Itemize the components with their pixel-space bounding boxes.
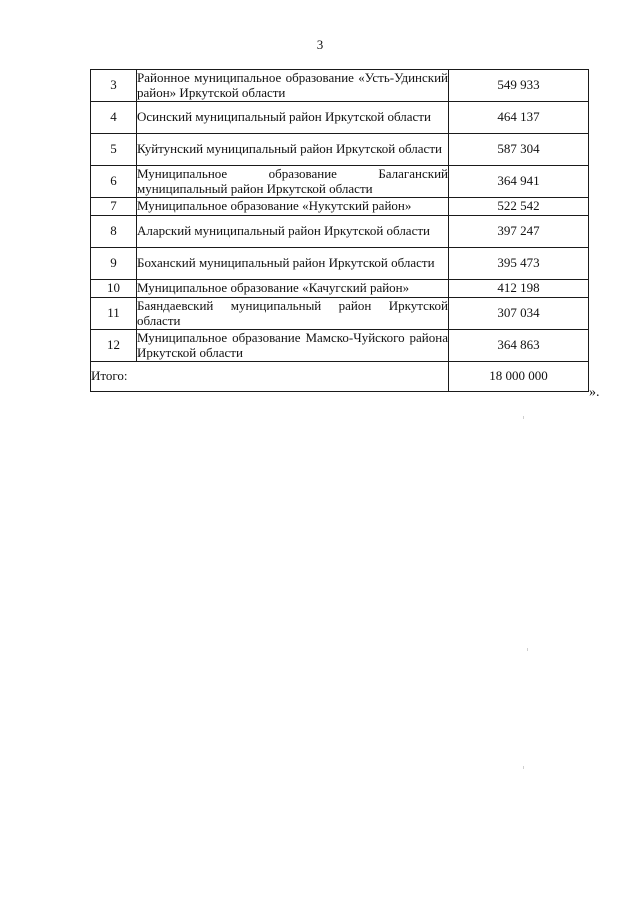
scan-speck (527, 648, 528, 651)
row-number: 4 (91, 102, 137, 134)
row-number: 9 (91, 248, 137, 280)
table-row (91, 280, 589, 298)
row-number: 7 (91, 198, 137, 216)
municipality-name: Муниципальное образование Балаганский муниципальный район Иркутской области (137, 166, 448, 196)
row-number: 8 (91, 216, 137, 248)
table-row (91, 166, 589, 198)
amount-value: 549 933 (449, 70, 589, 102)
total-label: Итого: (91, 362, 449, 392)
amount-value: 397 247 (449, 216, 589, 248)
scan-speck (523, 416, 524, 419)
closing-quote: ». (589, 385, 600, 400)
table-row (91, 198, 589, 216)
table-row (91, 216, 589, 248)
amount-value: 522 542 (449, 198, 589, 216)
municipality-name: Боханский муниципальный район Иркутской области (137, 248, 449, 280)
amount-value: 412 198 (449, 280, 589, 298)
table-row (91, 102, 589, 134)
allocation-table (90, 69, 589, 392)
amount-value: 364 941 (449, 166, 589, 198)
amount-value: 364 863 (449, 330, 589, 362)
table-row (91, 248, 589, 280)
row-number: 12 (91, 330, 137, 362)
row-number: 3 (91, 70, 137, 102)
municipality-name: Районное муниципальное образование «Усть-Удинский район» Иркутской области (137, 70, 448, 100)
municipality-name: Муниципальное образование Мамско-Чуйского района Иркутской области (137, 330, 448, 360)
row-number: 6 (91, 166, 137, 198)
scan-speck (523, 766, 524, 769)
row-number: 10 (91, 280, 137, 298)
municipality-name: Куйтунский муниципальный район Иркутской области (137, 134, 449, 166)
municipality-name: Осинский муниципальный район Иркутской области (137, 102, 449, 134)
municipality-name: Баяндаевский муниципальный район Иркутской области (137, 298, 448, 328)
municipality-name: Аларский муниципальный район Иркутской области (137, 216, 449, 248)
amount-value: 464 137 (449, 102, 589, 134)
row-number: 11 (91, 298, 137, 330)
amount-value: 587 304 (449, 134, 589, 166)
total-value: 18 000 000 (449, 362, 589, 392)
page-number: 3 (316, 37, 324, 52)
amount-value: 307 034 (449, 298, 589, 330)
total-row (91, 362, 589, 392)
municipality-name: Муниципальное образование «Качугский район» (137, 280, 449, 298)
table-row (91, 298, 589, 330)
table-row (91, 70, 589, 102)
row-number: 5 (91, 134, 137, 166)
amount-value: 395 473 (449, 248, 589, 280)
table-row (91, 134, 589, 166)
table-row (91, 330, 589, 362)
municipality-name: Муниципальное образование «Нукутский район» (137, 198, 449, 216)
